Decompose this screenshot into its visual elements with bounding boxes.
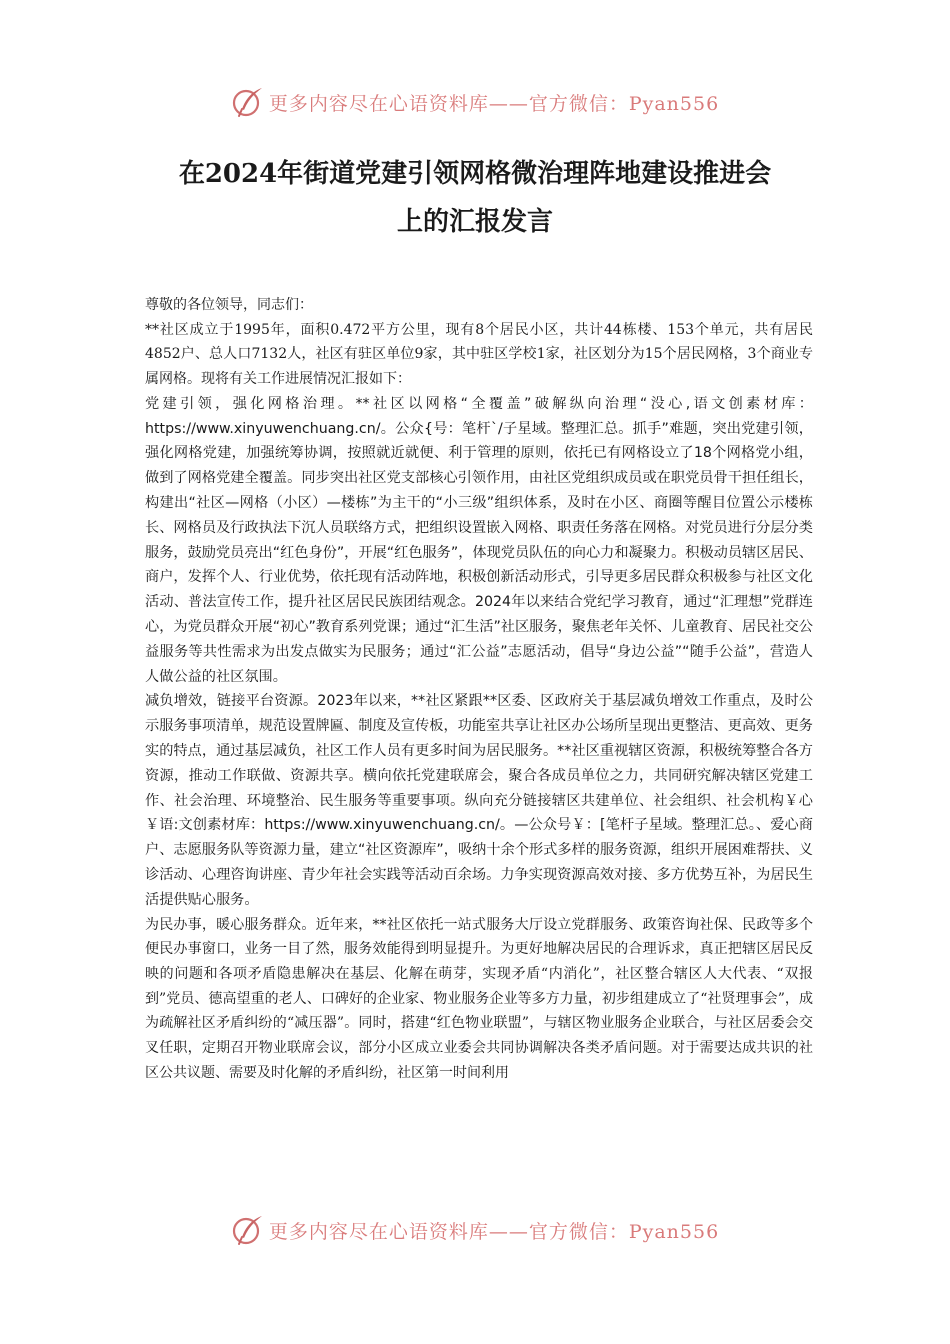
title-line-1: 在2024年街道党建引领网格微治理阵地建设推进会 (178, 159, 772, 189)
watermark-text: 更多内容尽在心语资料库——官方微信：Pyan556 (268, 92, 720, 115)
document-title (140, 150, 810, 246)
document-body (145, 293, 813, 1085)
watermark-banner-bottom (0, 1210, 950, 1250)
greeting: 尊敬的各位领导，同志们： (145, 297, 313, 313)
watermark-text: 更多内容尽在心语资料库——官方微信：Pyan556 (268, 1220, 720, 1243)
quill-logo-icon (231, 1213, 265, 1247)
paragraph-burden-reduction: 减负增效，链接平台资源。2023年以来，**社区紧跟**区委、区政府关于基层减负增效工作重点，及时公示服务事项清单，规范设置牌匾、制度及宣传板，功能室共享让社区办公场所呈现出更整洁、更高效、更务实的特点，通过基层减负，社区工作人员有更多时间为居民服务。**社区重视辖区资源，积极统筹整合各方资源，推动工作联做、资源共享。横向依托党建联席会，聚合各成员单位之力，共同研究解决辖区党建工作、社会治理、环境整治、民生服务等重要事项。纵向充分链接辖区共建单位、社会组织、社会机构￥心￥语:文创素材库：https://www.xinyuwenchuang.cn/。—公众号￥：[笔杆子星域。整理汇总。、爱心商户、志愿服务队等资源力量，建立“社区资源库”，吸纳十余个形式多样的服务资源，组织开展困难帮扶、义诊活动、心理咨询讲座、青少年社会实践等活动百余场。力争实现资源高效对接、多方优势互补，为居民生活提供贴心服务。 (145, 693, 813, 908)
paragraph-intro: **社区成立于1995年，面积0.472平方公里，现有8个居民小区，共计44栋楼、153个单元，共有居民4852户、总人口7132人，社区有驻区单位9家，其中驻区学校1家，社区划分为15个居民网格，3个商业专属网格。现将有关工作进展情况汇报如下： (145, 321, 813, 388)
watermark-banner-top (0, 82, 950, 122)
paragraph-party-building: 党建引领，强化网格治理。**社区以网格“全覆盖”破解纵向治理“没心,语文创素材库：https://www.xinyuwenchuang.cn/。公众{号：笔杆`/子星域。整理汇总。抓手”难题，突出党建引领，强化网格党建，加强统筹协调，按照就近就便、利于管理的原则，依托已有网格设立了18个网格党小组，做到了网格党建全覆盖。同步突出社区党支部核心引领作用，由社区党组织成员或在职党员骨干担任组长，构建出“社区—网格（小区）—楼栋”为主干的“小三级”组织体系，及时在小区、商圈等醒目位置公示楼栋长、网格员及行政执法下沉人员联络方式，把组织设置嵌入网格、职责任务落在网格。对党员进行分层分类服务，鼓励党员亮出“红色身份”，开展“红色服务”，体现党员队伍的向心力和凝聚力。积极动员辖区居民、商户，发挥个人、行业优势，依托现有活动阵地，积极创新活动形式，引导更多居民群众积极参与社区文化活动、普法宣传工作，提升社区居民民族团结观念。2024年以来结合党纪学习教育，通过“汇理想”党群连心，为党员群众开展“初心”教育系列党课；通过“汇生活”社区服务，聚焦老年关怀、儿童教育、居民社交公益服务等共性需求为出发点做实为民服务；通过“汇公益”志愿活动，倡导“身边公益”“随手公益”，营造人人做公益的社区氛围。 (145, 395, 813, 685)
title-line-2: 上的汇报发言 (396, 207, 553, 237)
quill-logo-icon (231, 85, 265, 119)
paragraph-serving-residents: 为民办事，暖心服务群众。近年来，**社区依托一站式服务大厅设立党群服务、政策咨询社保、民政等多个便民办事窗口，业务一目了然，服务效能得到明显提升。为更好地解决居民的合理诉求，真正把辖区居民反映的问题和各项矛盾隐患解决在基层、化解在萌芽，实现矛盾“内消化”，社区整合辖区人大代表、“双报到”党员、德高望重的老人、口碑好的企业家、物业服务企业等多方力量，初步组建成立了“社贤理事会”，成为疏解社区矛盾纠纷的“减压器”。同时，搭建“红色物业联盟”，与辖区物业服务企业联合，与社区居委会交叉任职，定期召开物业联席会议，部分小区成立业委会共同协调解决各类矛盾问题。对于需要达成共识的社区公共议题、需要及时化解的矛盾纠纷，社区第一时间利用 (145, 916, 813, 1081)
